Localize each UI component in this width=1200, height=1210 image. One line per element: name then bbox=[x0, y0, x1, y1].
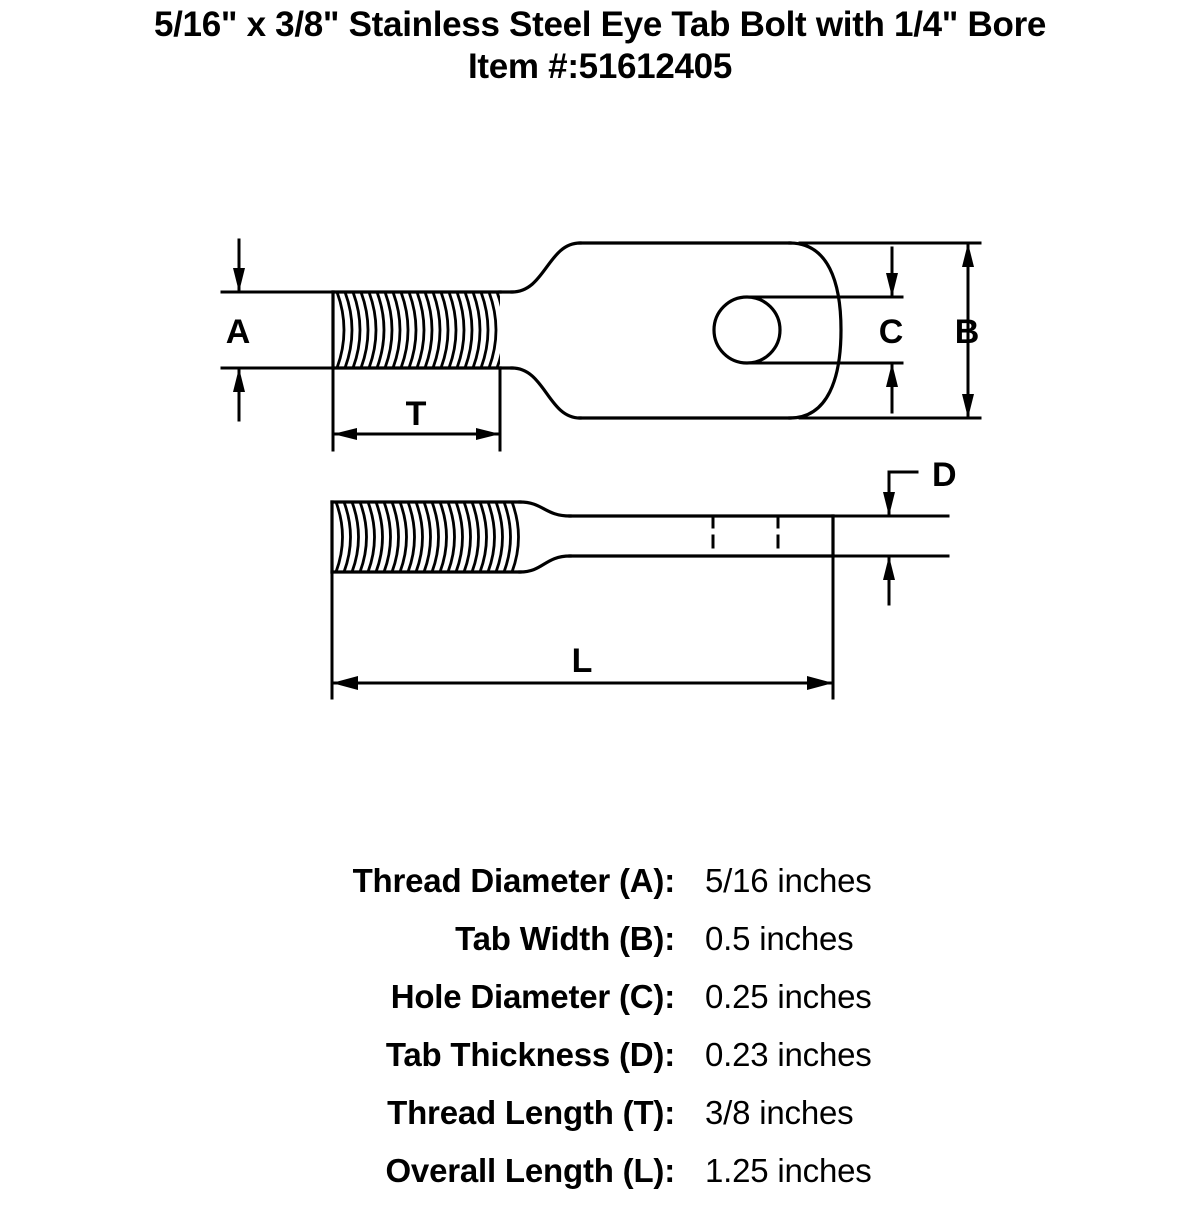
spec-row-thread-diameter bbox=[0, 862, 1200, 920]
dimension-label-t: T bbox=[405, 395, 427, 433]
specification-list bbox=[0, 862, 1200, 1210]
plan-view bbox=[222, 240, 980, 450]
product-title: 5/16" x 3/8" Stainless Steel Eye Tab Bolt with 1/4" Bore bbox=[153, 5, 1047, 44]
spec-row-tab-width bbox=[0, 920, 1200, 978]
side-view bbox=[332, 456, 957, 698]
taper-bottom-curve bbox=[520, 556, 570, 572]
taper-top-curve bbox=[520, 502, 570, 516]
dimension-label-b: B bbox=[954, 313, 980, 351]
spec-value-thread-length: 3/8 inches bbox=[705, 1094, 854, 1131]
spec-label-overall-length: Overall Length (L): bbox=[385, 1152, 675, 1189]
thread-arcs-plan bbox=[337, 292, 504, 368]
dimension-label-a: A bbox=[225, 313, 251, 351]
flare-bottom-curve bbox=[512, 368, 580, 418]
dimension-d bbox=[833, 472, 948, 604]
spec-label-thread-length: Thread Length (T): bbox=[387, 1094, 675, 1131]
spec-label-tab-width: Tab Width (B): bbox=[455, 920, 675, 957]
bore-hole-circle bbox=[714, 297, 780, 363]
spec-row-tab-thickness bbox=[0, 1036, 1200, 1094]
item-number: Item #:51612405 bbox=[467, 47, 733, 86]
dimension-label-d: D bbox=[932, 456, 957, 494]
spec-value-hole-diameter: 0.25 inches bbox=[705, 978, 872, 1015]
spec-value-overall-length: 1.25 inches bbox=[705, 1152, 872, 1189]
spec-row-overall-length bbox=[0, 1152, 1200, 1210]
spec-row-hole-diameter bbox=[0, 978, 1200, 1036]
spec-row-thread-length bbox=[0, 1094, 1200, 1152]
spec-label-tab-thickness: Tab Thickness (D): bbox=[385, 1036, 675, 1073]
spec-value-tab-thickness: 0.23 inches bbox=[705, 1036, 872, 1073]
flare-top-curve bbox=[512, 243, 580, 292]
spec-value-thread-diameter: 5/16 inches bbox=[705, 862, 872, 899]
spec-value-tab-width: 0.5 inches bbox=[705, 920, 854, 957]
thread-arcs-side bbox=[336, 502, 519, 572]
dimension-label-l: L bbox=[571, 642, 593, 680]
spec-label-thread-diameter: Thread Diameter (A): bbox=[352, 862, 675, 899]
spec-label-hole-diameter: Hole Diameter (C): bbox=[390, 978, 675, 1015]
dimension-label-c: C bbox=[878, 313, 904, 351]
tab-rounded-end bbox=[790, 243, 841, 418]
